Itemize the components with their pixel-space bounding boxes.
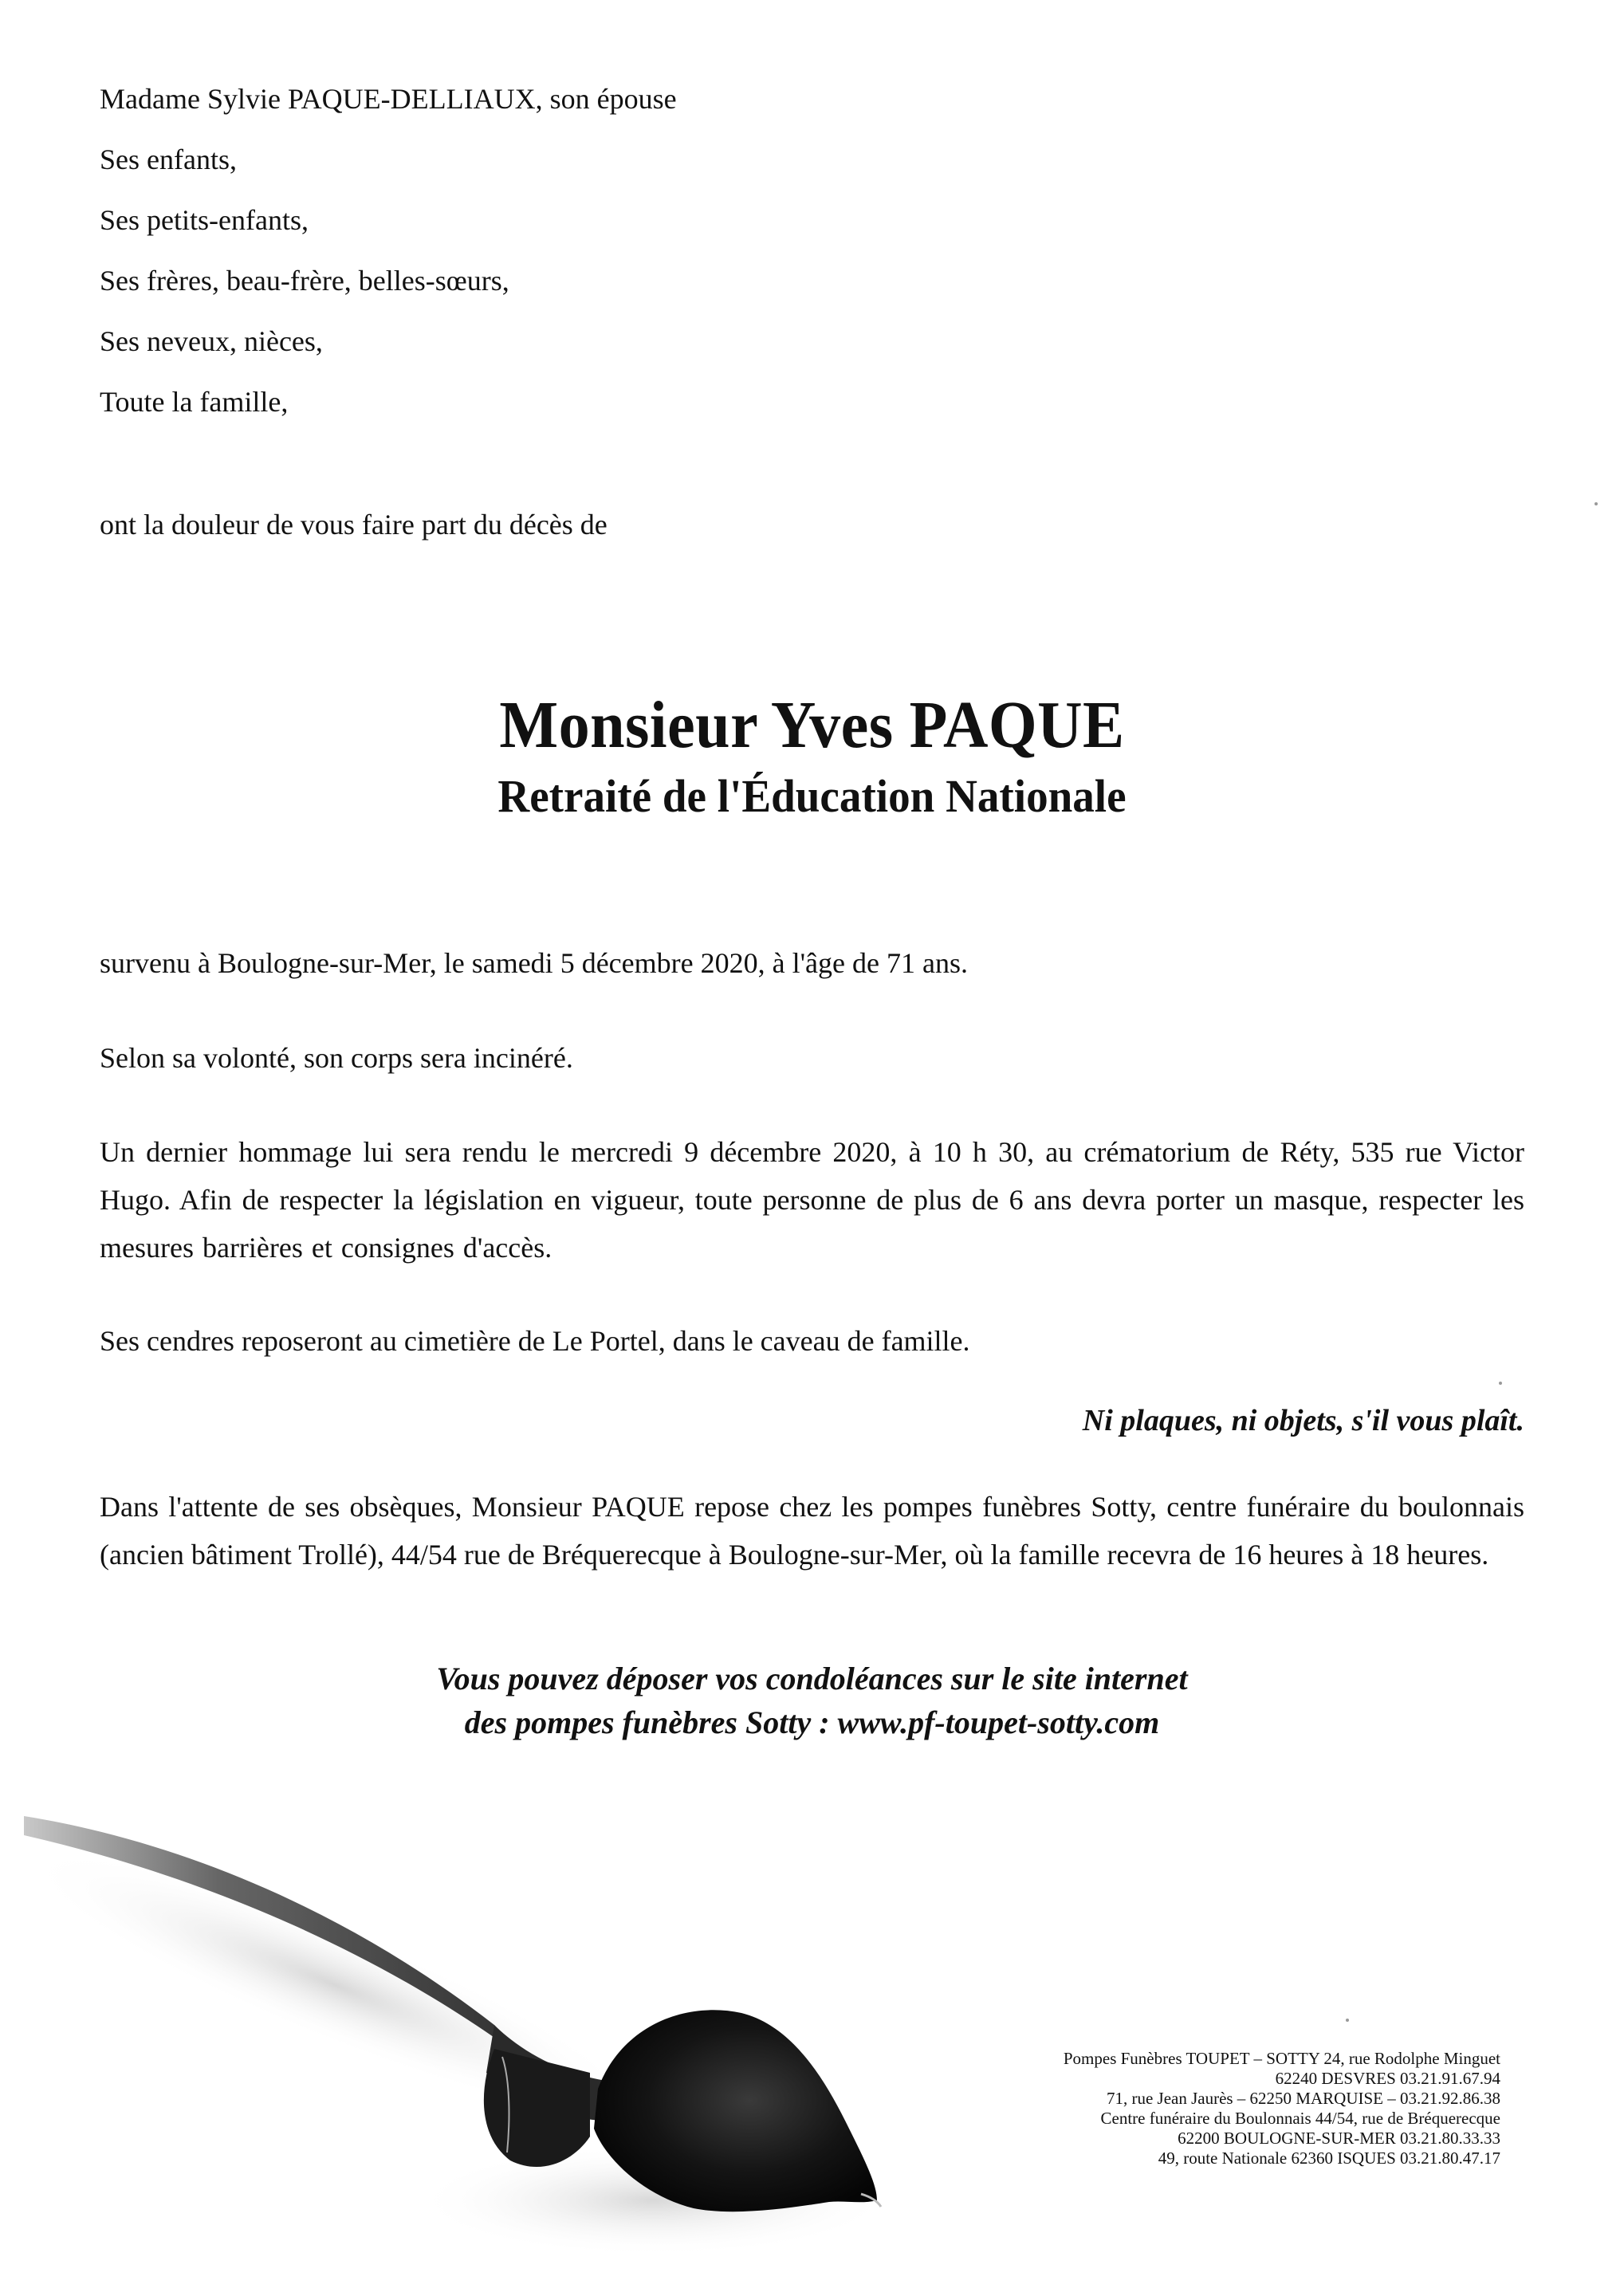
rest-paragraph: Dans l'attente de ses obsèques, Monsieur PAQUE repose chez les pompes funèbres Sotty, centre funéraire du boulonnais (ancien bâtiment Trollé), 44/54 rue de Bréquerecque à Boulogne-sur-Mer, où la famille recevra de 16 heures à 18 heures. [100,1491,1524,1571]
family-line-nephews: Ses neveux, nièces, [100,325,323,357]
address-line-3: 71, rue Jean Jaurès – 62250 MARQUISE – 03.21.92.86.38 [1106,2089,1500,2108]
scan-speck [1595,502,1598,505]
family-line-grandchildren: Ses petits-enfants, [100,204,309,236]
address-line-6: 49, route Nationale 62360 ISQUES 03.21.80.47.17 [1158,2149,1500,2168]
ashes-paragraph: Ses cendres reposeront au cimetière de Le Portel, dans le caveau de famille. [100,1325,970,1357]
wish-paragraph: Selon sa volonté, son corps sera incinéré. [100,1042,573,1074]
scan-speck [1346,2019,1349,2022]
funeral-home-address [1064,2049,1500,2168]
death-paragraph: survenu à Boulogne-sur-Mer, le samedi 5 décembre 2020, à l'âge de 71 ans. [100,947,968,979]
family-line-spouse: Madame Sylvie PAQUE-DELLIAUX, son épouse [100,83,677,115]
address-line-5: 62200 BOULOGNE-SUR-MER 03.21.80.33.33 [1178,2129,1500,2148]
deceased-heading [0,687,1624,823]
address-line-4: Centre funéraire du Boulonnais 44/54, rue de Bréquerecque [1100,2109,1500,2128]
address-line-1: Pompes Funèbres TOUPET – SOTTY 24, rue Rodolphe Minguet [1063,2049,1500,2068]
deceased-role: Retraité de l'Éducation Nationale [497,770,1127,822]
family-line-siblings: Ses frères, beau-frère, belles-sœurs, [100,265,509,297]
family-list [100,82,677,446]
scan-speck [1499,1382,1502,1385]
intro-text: ont la douleur de vous faire part du décès de [100,509,608,541]
calla-lily-image [0,1786,893,2296]
family-line-children: Ses enfants, [100,144,237,175]
condolences-line-1: Vous pouvez déposer vos condoléances sur le site internet [436,1661,1188,1696]
address-line-2: 62240 DESVRES 03.21.91.67.94 [1275,2069,1500,2088]
condolences-note [0,1657,1624,1744]
ceremony-paragraph: Un dernier hommage lui sera rendu le mercredi 9 décembre 2020, à 10 h 30, au crématorium de Réty, 535 rue Victor Hugo. Afin de respecter la législation en vigueur, toute personne de plus de 6 ans devra porter un masque, respecter les mesures barrières et consignes d'accès. [100,1136,1524,1264]
deceased-name: Monsieur Yves PAQUE [499,688,1125,762]
family-line-family: Toute la famille, [100,386,289,418]
condolences-line-2: des pompes funèbres Sotty : www.pf-toupet-sotty.com [464,1704,1160,1740]
no-flowers-note: Ni plaques, ni objets, s'il vous plaît. [1082,1404,1524,1437]
